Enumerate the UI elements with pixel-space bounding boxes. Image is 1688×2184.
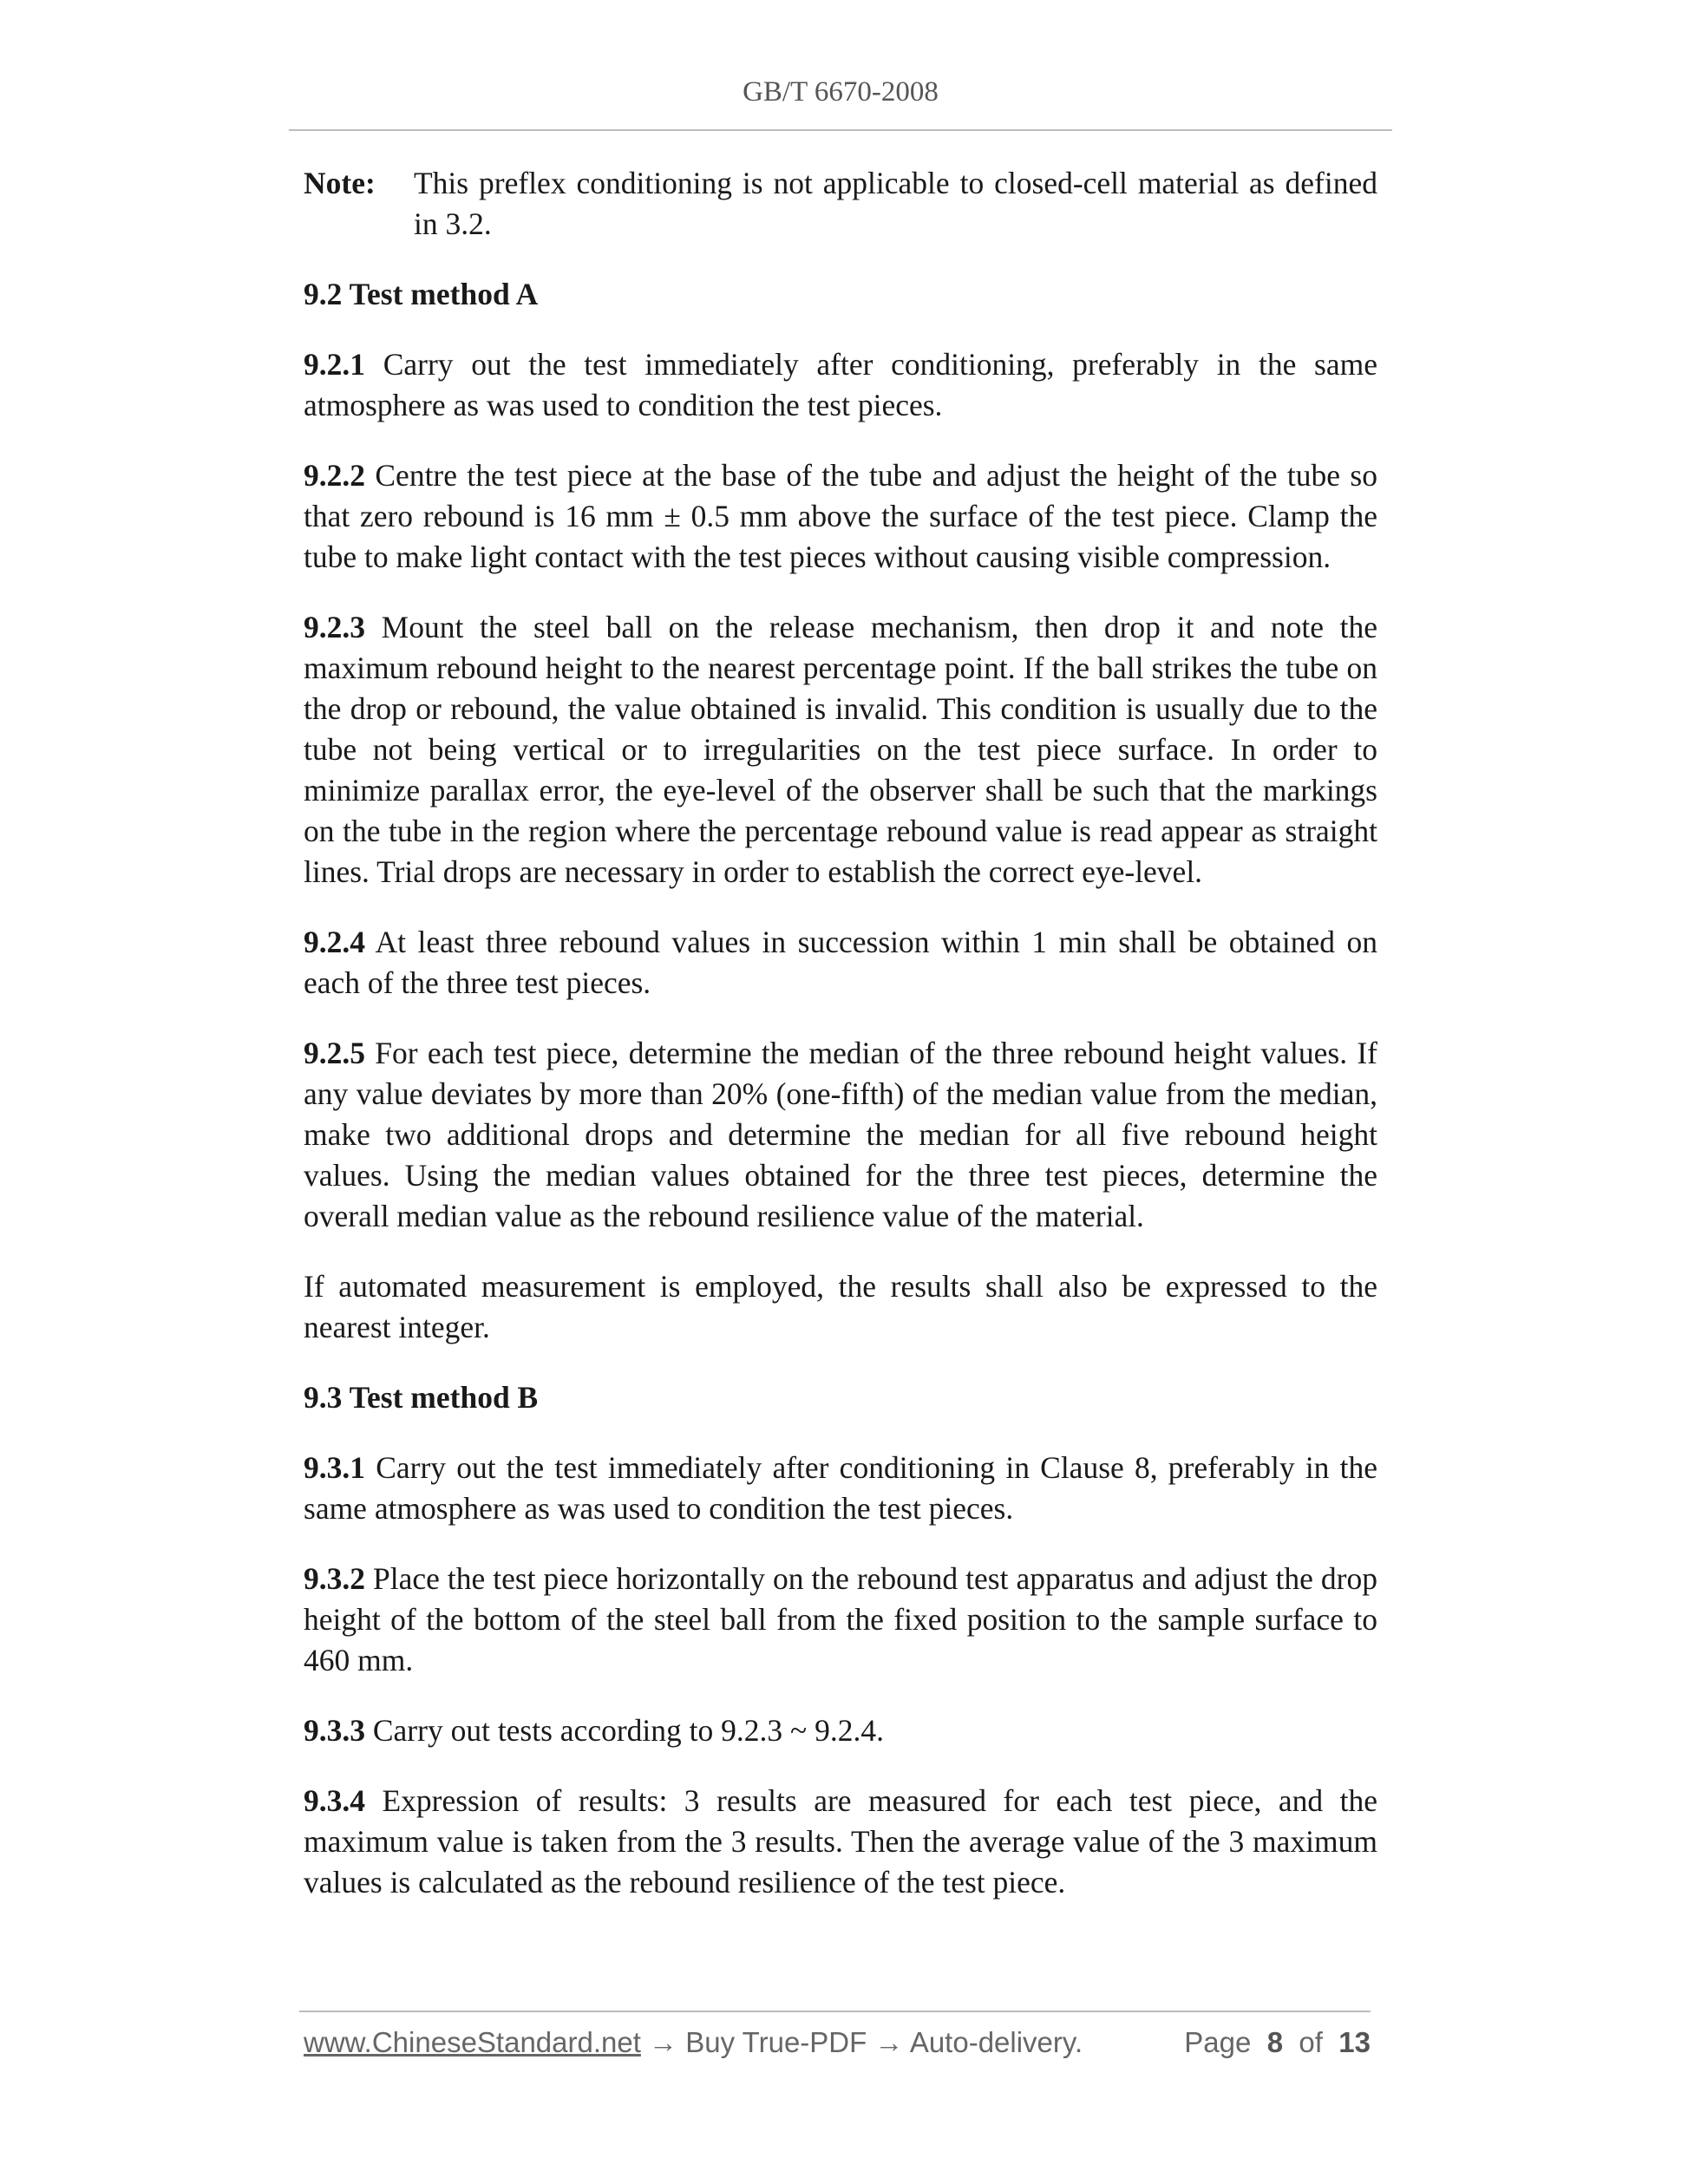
clause-text: Centre the test piece at the base of the tube and adjust the height of the tube so that zero rebound is 16 mm ± 0.5 mm above the surface of the test piece. Clamp the tube to make light contact with the test pieces without causing visible compression. bbox=[304, 458, 1377, 574]
automated-measurement-paragraph: If automated measurement is employed, the results shall also be expressed to the nearest integer. bbox=[304, 1269, 1377, 1344]
clause-number: 9.3.3 bbox=[304, 1713, 365, 1748]
clause-9-3-4 bbox=[304, 1781, 1377, 1903]
clause-text: For each test piece, determine the median of the three rebound height values. If any value deviates by more than 20% (one-fifth) of the median value from the median, make two additional drops and determine the median for all five rebound height values. Using the median values obtained for the three test pieces, determine the overall median value as the rebound resilience value of the material. bbox=[304, 1036, 1377, 1233]
clause-9-2-4 bbox=[304, 922, 1377, 1004]
page-total: 13 bbox=[1338, 2026, 1371, 2058]
clause-text: Mount the steel ball on the release mechanism, then drop it and note the maximum rebound height to the nearest percentage point. If the ball strikes the tube on the drop or rebound, the value obtained is invalid. This condition is usually due to the tube not being vertical or to irregularities on the test piece surface. In order to minimize parallax error, the eye-level of the observer shall be such that the markings on the tube in the region where the percentage rebound value is read appear as straight lines. Trial drops are necessary in order to establish the correct eye-level. bbox=[304, 610, 1377, 889]
page-header: GB/T 6670-2008 bbox=[743, 76, 939, 108]
clause-number: 9.2.1 bbox=[304, 347, 365, 382]
clause-9-2-1 bbox=[304, 344, 1377, 426]
note-label: Note: bbox=[304, 166, 376, 200]
footer-promo-text: → Buy True-PDF → Auto-delivery. bbox=[640, 2026, 1083, 2058]
clause-number: 9.3.1 bbox=[304, 1450, 365, 1485]
clause-number: 9.2.2 bbox=[304, 458, 365, 493]
note-text: This preflex conditioning is not applicable to closed-cell material as defined in 3.2. bbox=[414, 166, 1377, 241]
clause-number: 9.3.2 bbox=[304, 1561, 365, 1596]
section-heading-9-3: 9.3 Test method B bbox=[304, 1380, 539, 1415]
page-of: of bbox=[1299, 2026, 1323, 2058]
clause-9-2-5 bbox=[304, 1033, 1377, 1237]
clause-9-3-1 bbox=[304, 1448, 1377, 1529]
page-word: Page bbox=[1184, 2026, 1252, 2058]
page-number bbox=[1184, 2026, 1371, 2059]
footer-promo bbox=[304, 2026, 1083, 2059]
clause-text: At least three rebound values in succession within 1 min shall be obtained on each of the three test pieces. bbox=[304, 925, 1377, 1000]
clause-text: Carry out the test immediately after conditioning, preferably in the same atmosphere as was used to condition the test pieces. bbox=[304, 347, 1377, 422]
clause-number: 9.2.3 bbox=[304, 610, 365, 644]
clause-number: 9.2.4 bbox=[304, 925, 365, 959]
clause-text: Carry out the test immediately after conditioning in Clause 8, preferably in the same atmosphere as was used to condition the test pieces. bbox=[304, 1450, 1377, 1526]
footer-rule bbox=[299, 2011, 1371, 2012]
header-rule bbox=[289, 129, 1392, 131]
clause-9-2-3 bbox=[304, 607, 1377, 893]
clause-9-2-2 bbox=[304, 455, 1377, 578]
clause-text: Place the test piece horizontally on the rebound test apparatus and adjust the drop height of the bottom of the steel ball from the fixed position to the sample surface to 460 mm. bbox=[304, 1561, 1377, 1677]
chinesestandard-link[interactable]: www.ChineseStandard.net bbox=[304, 2026, 641, 2058]
clause-text: Carry out tests according to 9.2.3 ~ 9.2.4. bbox=[365, 1713, 884, 1748]
clause-9-3-3 bbox=[304, 1710, 1377, 1751]
clause-9-3-2 bbox=[304, 1559, 1377, 1681]
clause-number: 9.2.5 bbox=[304, 1036, 365, 1070]
section-heading-9-2: 9.2 Test method A bbox=[304, 277, 539, 311]
page-footer bbox=[304, 2026, 1371, 2059]
page-current: 8 bbox=[1266, 2026, 1284, 2058]
clause-text: Expression of results: 3 results are measured for each test piece, and the maximum value is taken from the 3 results. Then the average value of the 3 maximum values is calculated as the rebound resilience of the test piece. bbox=[304, 1783, 1377, 1900]
note-block bbox=[304, 163, 1377, 245]
document-body bbox=[304, 163, 1377, 1932]
clause-number: 9.3.4 bbox=[304, 1783, 365, 1818]
